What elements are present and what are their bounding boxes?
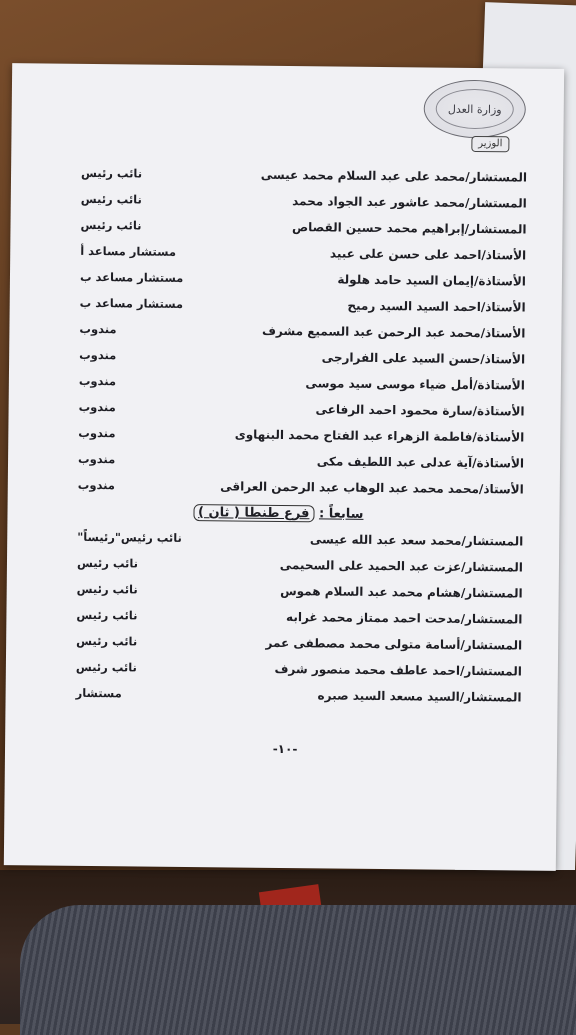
person-name: المستشار/مدحت احمد ممتاز محمد غرابه xyxy=(286,610,523,627)
person-title: نائب رئيس xyxy=(76,581,138,597)
minister-tag: الوزير xyxy=(471,136,509,152)
person-name: المستشار/محمد عاشور عبد الجواد محمد xyxy=(292,194,527,211)
personnel-list xyxy=(5,161,563,713)
person-name: المستشار/محمد سعد عبد الله عيسى xyxy=(309,532,524,549)
person-title: نائب رئيس xyxy=(75,659,137,675)
person-name: الأستاذة/فاطمة الزهراء عبد الفتاح محمد البنهاوى xyxy=(234,427,525,445)
person-name: الأستاذ/حسن السيد على الفرارجى xyxy=(321,350,526,367)
person-name: الأستاذ/احمد على حسن على عبيد xyxy=(329,246,527,263)
person-name: الأستاذة/سارة محمود احمد الرفاعى xyxy=(315,402,525,419)
fabric-background xyxy=(20,905,576,1035)
person-title: مندوب xyxy=(78,399,116,415)
person-title: مستشار مساعد ب xyxy=(79,269,184,285)
person-name: المستشار/عزت عبد الحميد على السحيمى xyxy=(279,557,524,575)
person-name: المستشار/احمد عاطف محمد منصور شرف xyxy=(274,661,522,679)
person-name: المستشار/هشام محمد عبد السلام هموس xyxy=(280,583,523,601)
person-name: المستشار/السيد مسعد السيد صبره xyxy=(317,688,522,705)
person-name: الأستاذة/أمل ضياء موسى سيد موسى xyxy=(305,376,525,393)
person-title: مندوب xyxy=(79,347,117,363)
person-title: مستشار xyxy=(75,685,122,701)
person-title: مندوب xyxy=(78,425,116,441)
ministry-seal-icon xyxy=(423,79,526,138)
person-title: مندوب xyxy=(78,451,116,467)
person-name: المستشار/محمد على عبد السلام محمد عيسى xyxy=(260,167,528,185)
person-title: نائب رئيس xyxy=(76,607,138,623)
person-name: الأستاذة/إيمان السيد حامد هلولة xyxy=(337,272,527,289)
section-branch: فرع طنطا ( ثان ) xyxy=(193,504,315,522)
person-title: مندوب xyxy=(79,321,117,337)
person-title: مستشار مساعد ب xyxy=(79,295,184,311)
person-title: مستشار مساعد أ xyxy=(80,243,177,259)
person-name: الأستاذ/محمد محمد عبد الوهاب عبد الرحمن العراقى xyxy=(220,479,524,497)
seal-text: وزارة العدل xyxy=(447,102,502,116)
person-name: المستشار/أسامة متولى محمد مصطفى عمر xyxy=(265,635,523,653)
person-name: الأستاذ/احمد السيد السيد رميح xyxy=(347,298,526,315)
document-page xyxy=(4,63,564,871)
person-title: مندوب xyxy=(77,477,116,493)
person-title: نائب رئيس xyxy=(80,217,142,233)
person-name: الأستاذة/آية عدلى عبد اللطيف مكى xyxy=(316,454,525,471)
section-label: سابعاً : xyxy=(318,506,364,522)
person-title: نائب رئيس xyxy=(80,191,142,207)
person-title: نائب رئيس xyxy=(76,633,138,649)
person-title: نائب رئيس xyxy=(76,555,139,571)
person-name: المستشار/إبراهيم محمد حسين القصاص xyxy=(291,220,527,237)
person-name: الأستاذ/محمد عبد الرحمن عبد السميع مشرف xyxy=(261,323,526,341)
person-title: مندوب xyxy=(78,373,117,389)
list-item xyxy=(5,681,557,713)
person-title: نائب رئيس xyxy=(80,165,143,181)
person-title: نائب رئيس"رئيساً" xyxy=(77,529,182,545)
page-number: -١٠- xyxy=(272,741,298,757)
